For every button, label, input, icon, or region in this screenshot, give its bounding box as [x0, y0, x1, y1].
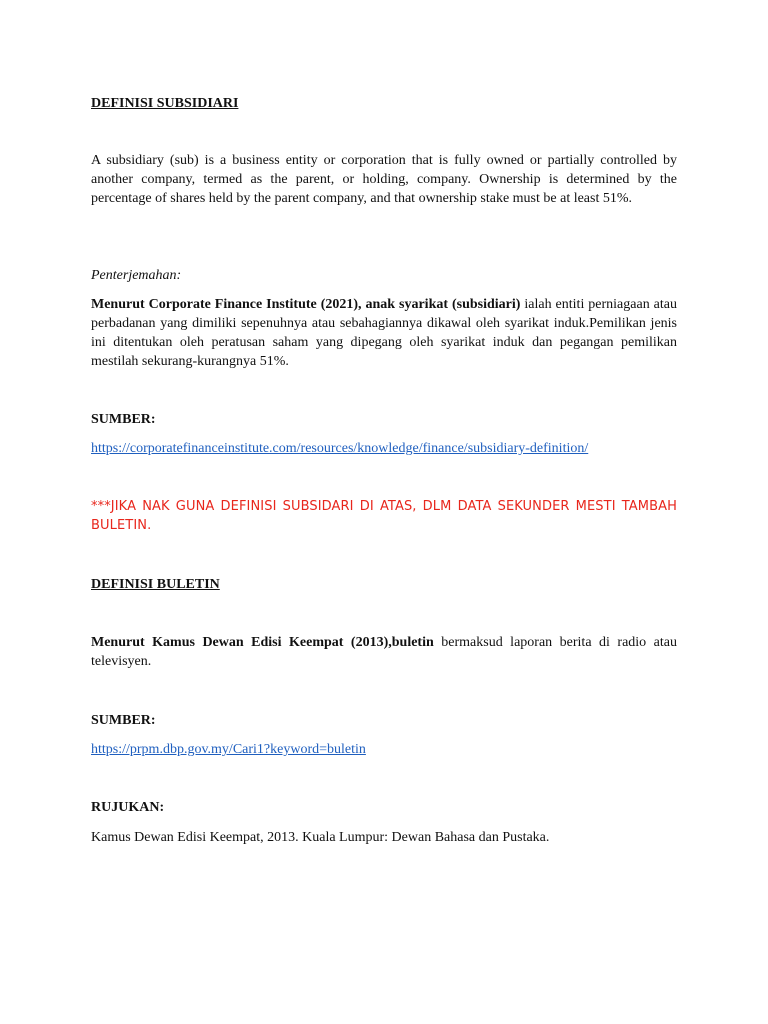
buletin-body: bermaksud laporan berita di radio atau televisyen. — [91, 635, 677, 669]
red-note: ***JIKA NAK GUNA DEFINISI SUBSIDARI DI ATAS, DLM DATA SEKUNDER MESTI TAMBAH BULETIN. — [91, 499, 677, 533]
buletin-source-link[interactable]: https://prpm.dbp.gov.my/Cari1?keyword=buletin — [91, 742, 366, 757]
source-heading-2: SUMBER: — [91, 713, 156, 728]
subsidiary-source-link[interactable]: https://corporatefinanceinstitute.com/resources/knowledge/finance/subsidiary-definition/ — [91, 441, 589, 456]
reference-text: Kamus Dewan Edisi Keempat, 2013. Kuala Lumpur: Dewan Bahasa dan Pustaka. — [91, 830, 550, 845]
heading-definisi-subsidiari: DEFINISI SUBSIDIARI — [91, 96, 239, 111]
translation-bold-lead: Menurut Corporate Finance Institute (2021), anak syarikat (subsidiari) — [91, 297, 521, 312]
translation-label: Penterjemahan: — [91, 268, 182, 283]
reference-heading: RUJUKAN: — [91, 800, 165, 815]
heading-definisi-buletin: DEFINISI BULETIN — [91, 577, 220, 592]
translation-body: ialah entiti perniagaan atau perbadanan yang dimiliki sepenuhnya atau sebahagiannya dikawal oleh syarikat induk.Pemilikan jenis ini ditentukan oleh peratusan saham yang dipegang oleh syarikat induk dan pegangan pemilikan mestilah sekurang-kurangnya 51%. — [91, 297, 677, 369]
document-page — [91, 0, 677, 1024]
buletin-definition-paragraph — [91, 633, 677, 671]
subsidiary-definition-paragraph: A subsidiary (sub) is a business entity or corporation that is fully owned or partially controlled by another company, termed as the parent, or holding, company. Ownership is determined by the percentage of shares held by the parent company, and that ownership stake must be at least 51%. — [91, 153, 677, 206]
buletin-bold-lead: Menurut Kamus Dewan Edisi Keempat (2013),buletin — [91, 635, 434, 650]
source-heading-1: SUMBER: — [91, 412, 156, 427]
translation-paragraph — [91, 295, 677, 371]
